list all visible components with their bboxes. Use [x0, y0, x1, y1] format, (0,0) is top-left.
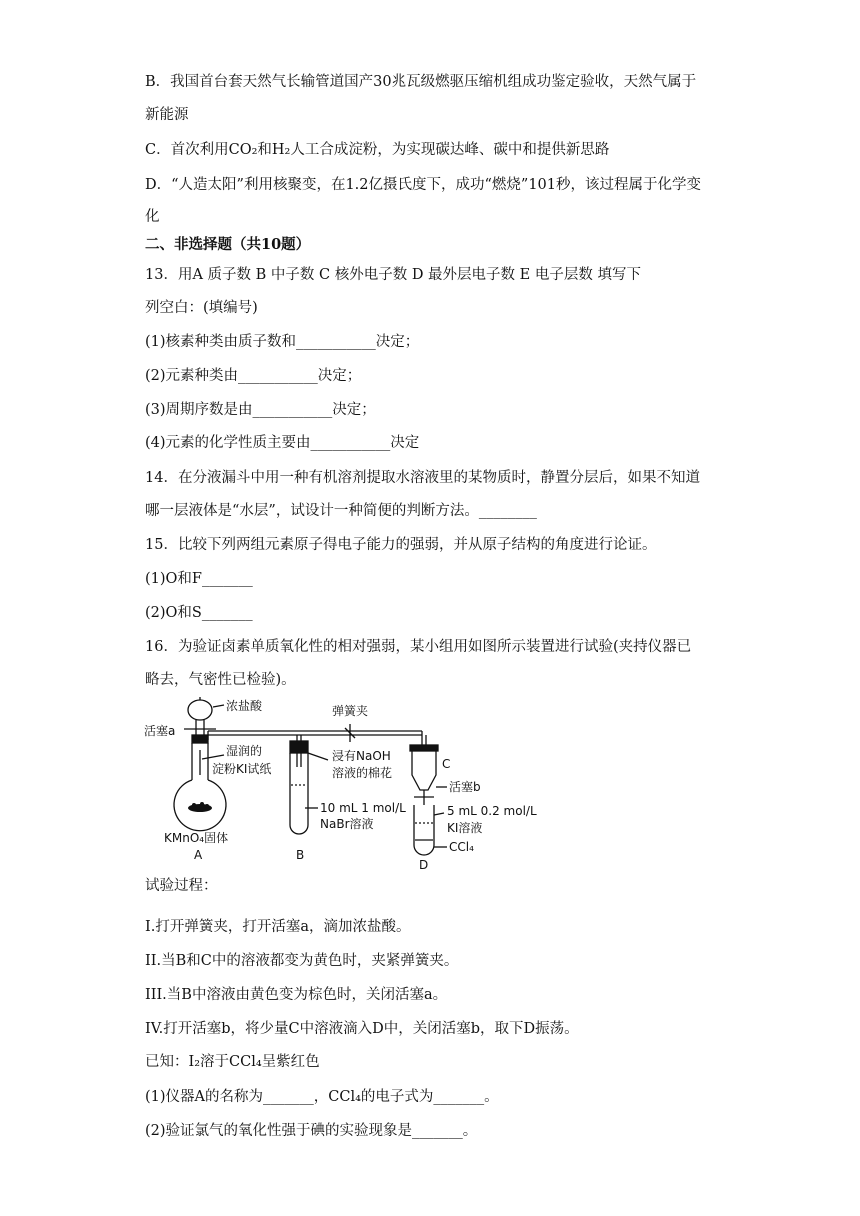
- q13-stem-line2: 列空白：(填编号): [145, 300, 258, 316]
- q13-part2: (2)元素种类由___________决定；: [145, 368, 362, 384]
- known-fact: 已知：I₂溶于CCl₄呈紫红色: [145, 1054, 320, 1070]
- q14-line1: 14．在分液漏斗中用一种有机溶剂提取水溶液里的某物质时，静置分层后，如果不知道: [145, 470, 700, 486]
- label-spring-clamp: 弹簧夹: [332, 704, 369, 718]
- section-title: 二、非选择题（共10题）: [145, 236, 311, 253]
- label-naoh-cotton-2: 溶液的棉花: [332, 766, 393, 780]
- q13-part3: (3)周期序数是由___________决定；: [145, 402, 376, 418]
- label-b: B: [296, 848, 305, 862]
- q15-part1: (1)O和F_______: [145, 571, 253, 587]
- label-wet-paper-2: 淀粉KI试纸: [212, 762, 272, 776]
- label-nabr-1: 10 mL 1 mol/L: [320, 801, 406, 815]
- step-4: IV.打开活塞b，将少量C中溶液滴入D中，关闭活塞b，取下D振荡。: [145, 1021, 579, 1037]
- q14-line2: 哪一层液体是“水层”，试设计一种简便的判断方法。________: [145, 503, 537, 519]
- process-title: 试验过程：: [145, 878, 218, 894]
- step-3: III.当B中溶液由黄色变为棕色时，关闭活塞a。: [145, 987, 448, 1003]
- label-wet-paper-1: 湿润的: [226, 744, 263, 758]
- q13-part1: (1)核素种类由质子数和___________决定；: [145, 334, 420, 350]
- step-2: II.当B和C中的溶液都变为黄色时，夹紧弹簧夹。: [145, 953, 459, 969]
- q16-line2: 略去，气密性已检验)。: [145, 672, 296, 688]
- q15-stem: 15．比较下列两组元素原子得电子能力的强弱，并从原子结构的角度进行论证。: [145, 537, 657, 553]
- label-stopcock-a: 活塞a: [144, 724, 176, 738]
- step-1: I.打开弹簧夹，打开活塞a，滴加浓盐酸。: [145, 919, 411, 935]
- option-d-line1: D．“人造太阳”利用核聚变，在1.2亿摄氏度下，成功“燃烧”101秒，该过程属于化学变: [145, 177, 702, 193]
- label-conc-hcl: 浓盐酸: [226, 699, 263, 713]
- apparatus-diagram: [142, 695, 562, 873]
- q16-sub2: (2)验证氯气的氧化性强于碘的实验现象是_______。: [145, 1123, 478, 1139]
- label-c: C: [442, 757, 451, 771]
- option-d-line2: 化: [145, 209, 160, 225]
- label-ki-1: 5 mL 0.2 mol/L: [447, 804, 537, 818]
- label-d: D: [419, 858, 429, 872]
- q16-line1: 16．为验证卤素单质氧化性的相对强弱，某小组用如图所示装置进行试验(夹持仪器已: [145, 639, 692, 655]
- q13-stem-line1: 13．用A 质子数 B 中子数 C 核外电子数 D 最外层电子数 E 电子层数 填写下: [145, 267, 641, 283]
- q16-sub1: (1)仪器A的名称为_______，CCl₄的电子式为_______。: [145, 1089, 499, 1105]
- label-stopcock-b: 活塞b: [449, 780, 481, 794]
- option-c: C．首次利用CO₂和H₂人工合成淀粉，为实现碳达峰、碳中和提供新思路: [145, 142, 610, 158]
- option-b-line2: 新能源: [145, 107, 189, 123]
- label-a: A: [194, 848, 203, 862]
- label-kmno4: KMnO₄固体: [164, 831, 229, 845]
- label-naoh-cotton-1: 浸有NaOH: [332, 749, 391, 763]
- label-nabr-2: NaBr溶液: [320, 817, 374, 831]
- option-b-line1: B．我国首台套天然气长输管道国产30兆瓦级燃驱压缩机组成功鉴定验收，天然气属于: [145, 74, 697, 90]
- label-ki-2: KI溶液: [447, 821, 483, 835]
- q13-part4: (4)元素的化学性质主要由___________决定: [145, 435, 420, 451]
- q15-part2: (2)O和S_______: [145, 605, 253, 621]
- label-ccl4: CCl₄: [449, 840, 474, 854]
